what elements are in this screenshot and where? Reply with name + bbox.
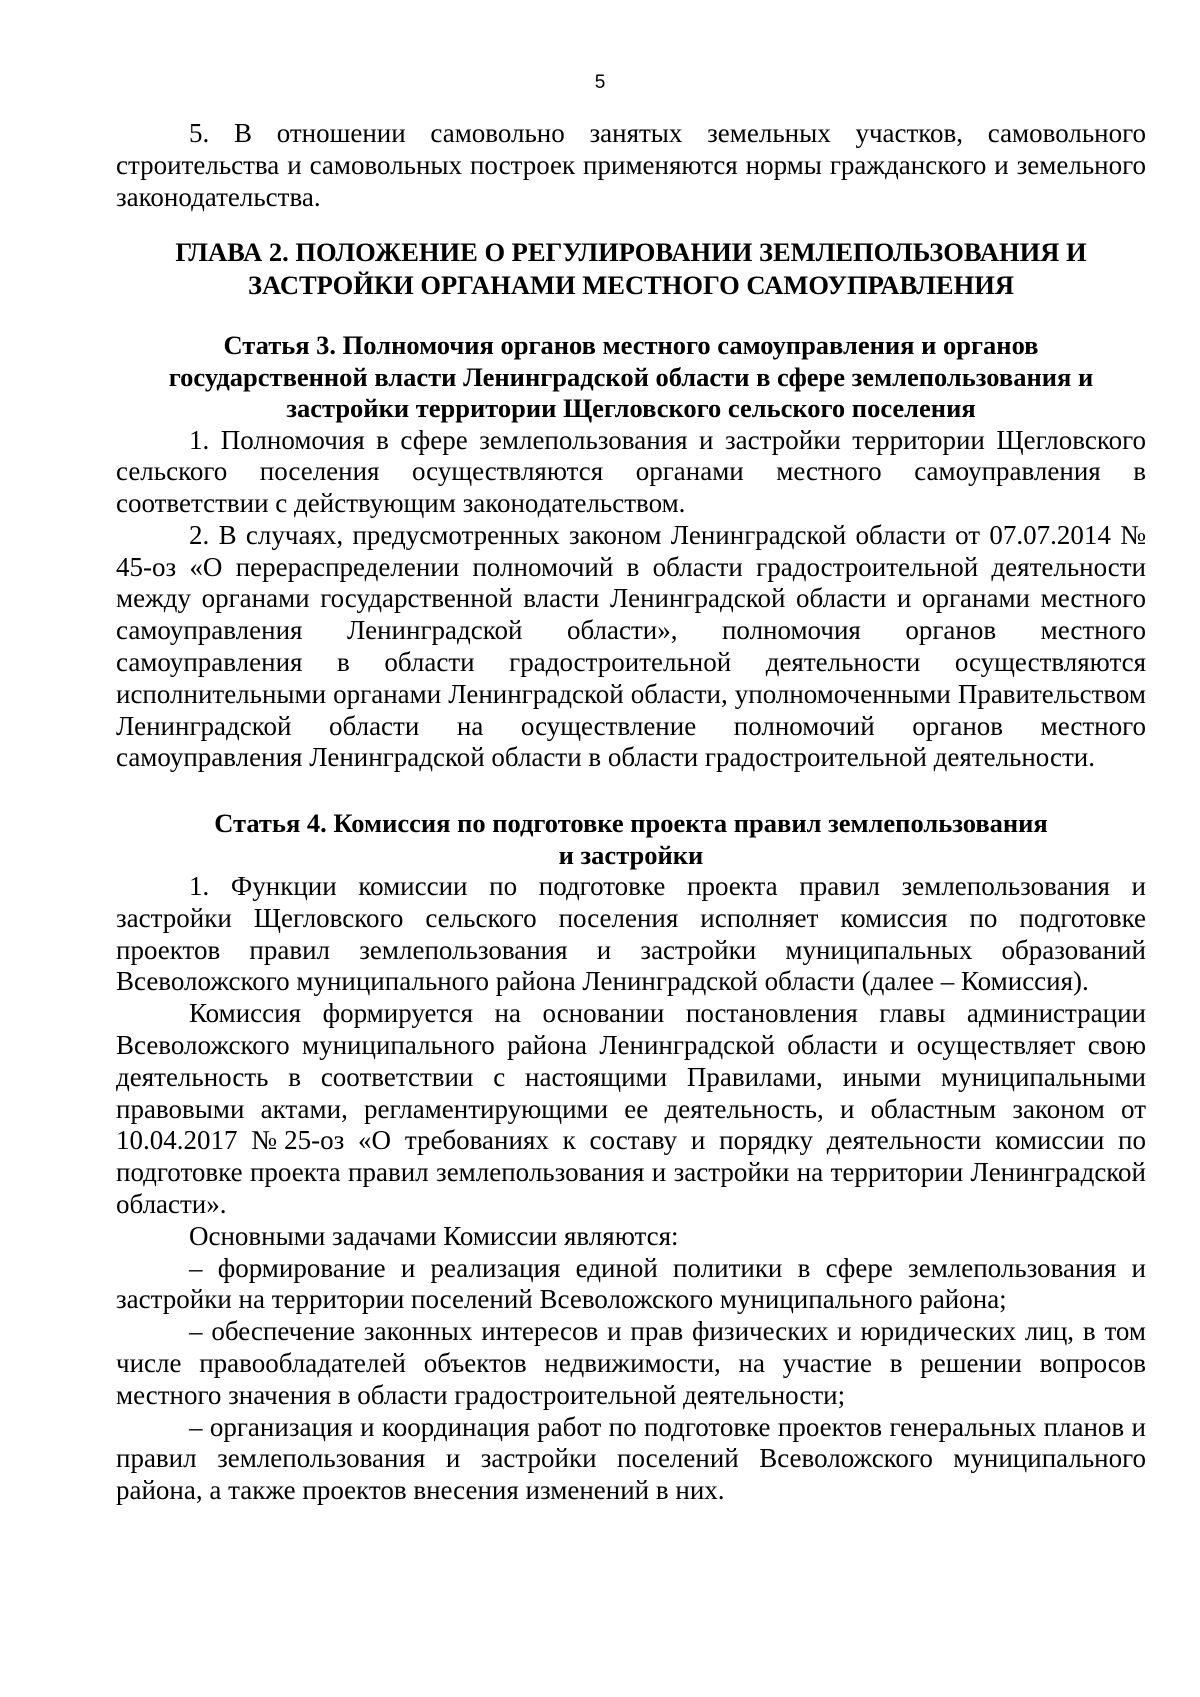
article-3-title-line-2: государственной власти Ленинградской области в сфере землепользования и xyxy=(168,361,1094,392)
task-list-item: – формирование и реализация единой политики в сфере землепользования и застройки на территории поселений Всеволожского муниципального района; xyxy=(116,1252,1146,1315)
article-4-title-line-2: и застройки xyxy=(558,839,704,870)
article-4-paragraph-3: Основными задачами Комиссии являются: xyxy=(189,1220,679,1251)
chapter-title-line-1: ГЛАВА 2. ПОЛОЖЕНИЕ О РЕГУЛИРОВАНИИ ЗЕМЛЕПОЛЬЗОВАНИЯ И xyxy=(175,237,1087,267)
article-3-title-line-3: застройки территории Щегловского сельского поселения xyxy=(286,393,976,423)
chapter-title-line-2: ЗАСТРОЙКИ ОРГАНАМИ МЕСТНОГО САМОУПРАВЛЕНИЯ xyxy=(248,270,1014,300)
article-4-paragraph-2: Комиссия формируется на основании постановления главы администрации Всеволожского муниципального района Ленинградской области и осуществляет свою деятельность в соответствии с настоящими Правилами, иными муниципальными правовыми актами, регламентирующими ее деятельность, и областным законом от 10.04.2017 №25-оз «О требованиях к составу и порядку деятельности комиссии по подготовке проекта правил землепользования и застройки на территории Ленинградской области». xyxy=(116,998,1146,1219)
article-4-title xyxy=(116,808,1146,871)
article-4-paragraph-1: 1. Функции комиссии по подготовке проекта правил землепользования и застройки Щегловского сельского поселения исполняет комиссия по подготовке проектов правил землепользования и застройки муниципальных образований Всеволожского муниципального района Ленинградской области (далее – Комиссия). xyxy=(116,871,1146,997)
intro-section xyxy=(116,118,1146,213)
article-4-title-line-1: Статья 4. Комиссия по подготовке проекта правил землепользования xyxy=(214,808,1048,838)
page-number: 5 xyxy=(594,72,606,93)
article-4-section xyxy=(116,808,1146,1507)
intro-paragraph: 5. В отношении самовольно занятых земельных участков, самовольного строительства и самовольных построек применяются нормы гражданского и земельного законодательства. xyxy=(116,118,1146,212)
task-list-item: – обеспечение законных интересов и прав физических и юридических лиц, в том числе правообладателей объектов недвижимости, на участие в решении вопросов местного значения в области градостроительной деятельности; xyxy=(116,1316,1146,1410)
article-3-section xyxy=(116,330,1146,774)
article-3-title-line-1: Статья 3. Полномочия органов местного самоуправления и органов xyxy=(223,330,1039,360)
article-3-paragraph-1: 1. Полномочия в сфере землепользования и застройки территории Щегловского сельского поселения осуществляются органами местного самоуправления в соответствии с действующим законодательством. xyxy=(116,424,1146,519)
article-3-paragraph-2: 2. В случаях, предусмотренных законом Ленинградской области от 07.07.2014 № 45-оз «О перераспределении полномочий в области градостроительной деятельности между органами государственной власти Ленинградской области и органами местного самоуправления Ленинградской области», полномочия органов местного самоуправления в области градостроительной деятельности осуществляются исполнительными органами Ленинградской области, уполномоченными Правительством Ленинградской области на осуществление полномочий органов местного самоуправления Ленинградской области в области градостроительной деятельности. xyxy=(116,519,1146,773)
article-3-title xyxy=(116,330,1146,425)
chapter-title xyxy=(116,236,1146,302)
task-list-item: – организация и координация работ по подготовке проектов генеральных планов и правил землепользования и застройки поселений Всеволожского муниципального района, а также проектов внесения изменений в них. xyxy=(116,1411,1146,1506)
